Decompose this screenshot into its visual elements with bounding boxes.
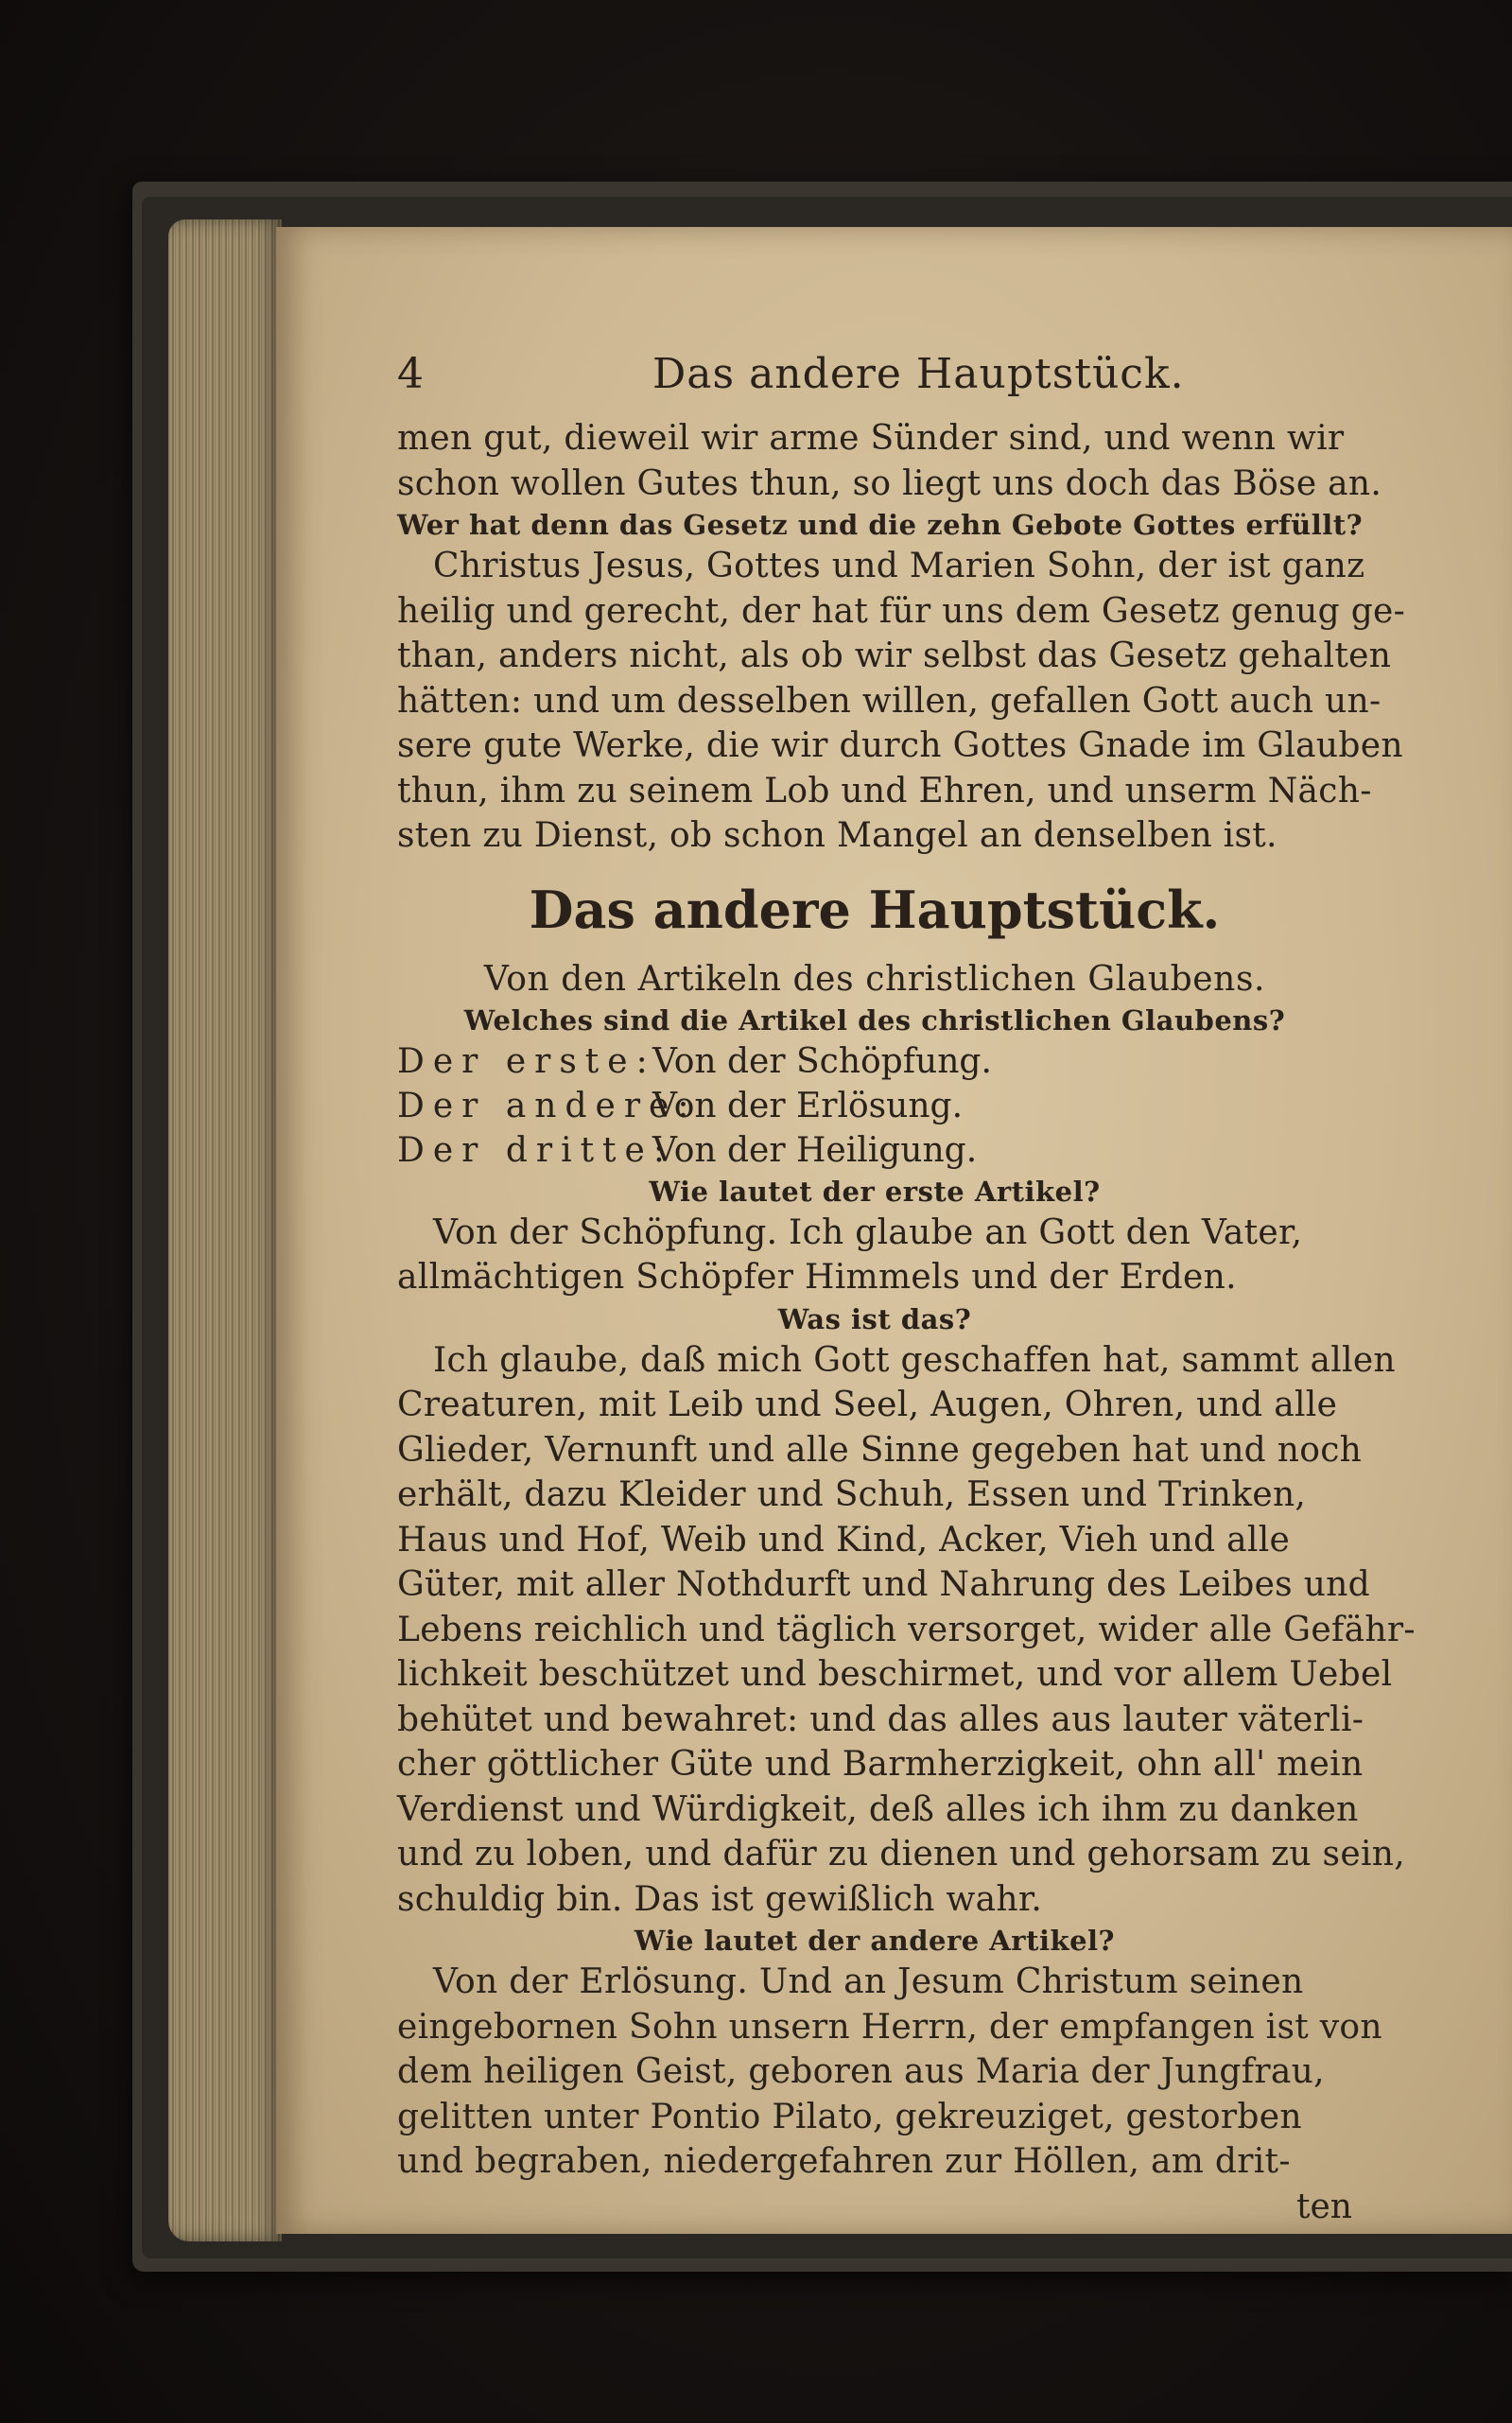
- text-line: schon wollen Gutes thun, so liegt uns doch das Böse an.: [397, 463, 1382, 503]
- text-line: men gut, dieweil wir arme Sünder sind, und wenn wir: [397, 419, 1345, 458]
- article-text: Von der Schöpfung.: [652, 1041, 992, 1081]
- catchword: ten: [1296, 2187, 1352, 2226]
- article-line: [397, 1039, 1352, 1084]
- question-line: Wie lautet der erste Artikel?: [649, 1175, 1101, 1208]
- text-line: und zu loben, und dafür zu dienen und gehorsam zu sein,: [397, 1835, 1405, 1874]
- text-line: erhält, dazu Kleider und Schuh, Essen und Trinken,: [397, 1475, 1307, 1514]
- text-line: than, anders nicht, als ob wir selbst das Gesetz gehalten: [397, 636, 1392, 675]
- text-line: Von der Schöpfung. Ich glaube an Gott den Vater,: [433, 1212, 1303, 1252]
- text-line: Lebens reichlich und täglich versorget, wider alle Gefähr-: [397, 1610, 1416, 1649]
- page-number: 4: [397, 350, 424, 398]
- article-text: Von der Erlösung.: [652, 1086, 964, 1125]
- article-label: Der erste:: [397, 1041, 656, 1081]
- question-line: Welches sind die Artikel des christlichen Glaubens?: [463, 1003, 1286, 1037]
- running-head-title: Das andere Hauptstück.: [652, 350, 1185, 398]
- text-line: behütet und bewahret: und das alles aus lauter väterli-: [397, 1700, 1364, 1739]
- text-line: und begraben, niedergefahren zur Höllen, am drit-: [397, 2142, 1291, 2181]
- text-line: allmächtigen Schöpfer Himmels und der Erden.: [397, 1258, 1237, 1297]
- text-line: Haus und Hof, Weib und Kind, Acker, Vieh und alle: [397, 1520, 1291, 1560]
- text-line: Ich glaube, daß mich Gott geschaffen hat, sammt allen: [433, 1340, 1396, 1380]
- text-line: Güter, mit aller Nothdurft und Nahrung des Leibes und: [397, 1565, 1371, 1604]
- article-line: [397, 1084, 1352, 1128]
- text-line: gelitten unter Pontio Pilato, gekreuziget, gestorben: [397, 2097, 1302, 2136]
- article-text: Von der Heiligung.: [652, 1130, 978, 1170]
- text-line: Verdienst und Würdigkeit, deß alles ich ihm zu danken: [397, 1789, 1359, 1829]
- text-line: sere gute Werke, die wir durch Gottes Gnade im Glauben: [397, 726, 1403, 765]
- text-line: cher göttlicher Güte und Barmherzigkeit, ohn all' mein: [397, 1745, 1364, 1784]
- text-line: lichkeit beschützet und beschirmet, und vor allem Uebel: [397, 1655, 1393, 1694]
- article-label: Der andere:: [397, 1086, 698, 1125]
- text-line: thun, ihm zu seinem Lob und Ehren, und unserm Näch-: [397, 771, 1372, 811]
- running-head: [397, 350, 1352, 416]
- section-subtitle: Von den Artikeln des christlichen Glaubens.: [483, 959, 1266, 999]
- text-line: sten zu Dienst, ob schon Mangel an denselben ist.: [397, 816, 1277, 855]
- article-line: [397, 1128, 1352, 1173]
- text-line: Creaturen, mit Leib und Seel, Augen, Ohren, und alle: [397, 1386, 1338, 1424]
- article-label: Der dritte:: [397, 1130, 673, 1170]
- text-line: eingebornen Sohn unsern Herrn, der empfangen ist von: [397, 2007, 1382, 2047]
- question-line: Wie lautet der andere Artikel?: [634, 1925, 1116, 1957]
- text-line: dem heiligen Geist, geboren aus Maria der Jungfrau,: [397, 2052, 1325, 2091]
- section-title: Das andere Hauptstück.: [529, 879, 1221, 940]
- text-line: heilig und gerecht, der hat für uns dem Gesetz genug ge-: [397, 591, 1406, 631]
- text-line: Von der Erlösung. Und an Jesum Christum seinen: [433, 1962, 1304, 2001]
- text-line: schuldig bin. Das ist gewißlich wahr.: [397, 1879, 1043, 1919]
- page-edges: [168, 219, 282, 2241]
- question-line: Wer hat denn das Gesetz und die zehn Gebote Gottes erfüllt?: [397, 509, 1364, 541]
- text-line: Christus Jesus, Gottes und Marien Sohn, der ist ganz: [433, 547, 1365, 585]
- text-line: Glieder, Vernunft und alle Sinne gegeben hat und noch: [397, 1430, 1363, 1470]
- text-line: hätten: und um desselben willen, gefallen Gott auch un-: [397, 681, 1382, 721]
- question-line: Was ist das?: [777, 1302, 972, 1335]
- page-text: [397, 350, 1416, 2229]
